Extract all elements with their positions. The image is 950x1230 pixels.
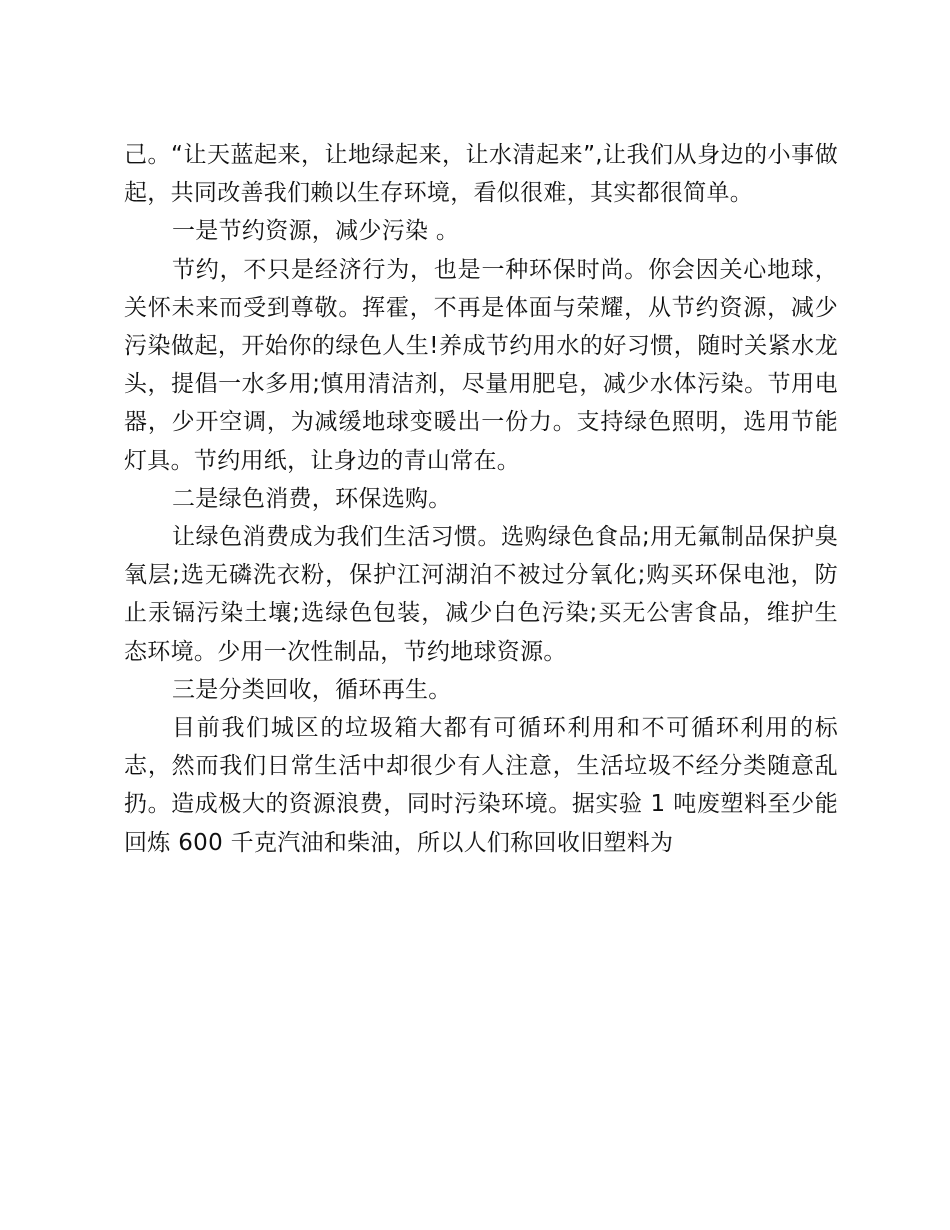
paragraph-intro-continued: 己。“让天蓝起来，让地绿起来，让水清起来”,让我们从身边的小事做起，共同改善我们赖以生存环境，看似很难，其实都很简单。 <box>124 142 838 207</box>
document-body <box>124 136 838 862</box>
heading-save-resources: 一是节约资源，减少污染 。 <box>172 218 460 245</box>
heading-green-consumption: 二是绿色消费，环保选购。 <box>172 485 452 512</box>
paragraph-recycling: 目前我们城区的垃圾箱大都有可循环利用和不可循环利用的标志，然而我们日常生活中却很少有人注意，生活垃圾不经分类随意乱扔。造成极大的资源浪费，同时污染环境。据实验 1 吨废塑料至少能回炼 600 千克汽油和柴油，所以人们称回收旧塑料为 <box>124 715 838 856</box>
paragraph-green-consumption: 让绿色消费成为我们生活习惯。选购绿色食品;用无氟制品保护臭氧层;选无磷洗衣粉，保护江河湖泊不被过分氧化;购买环保电池，防止汞镉污染土壤;选绿色包装，减少白色污染;买无公害食品，维护生态环境。少用一次性制品，节约地球资源。 <box>124 524 838 665</box>
paragraph-save-resources: 节约，不只是经济行为，也是一种环保时尚。你会因关心地球，关怀未来而受到尊敬。挥霍，不再是体面与荣耀，从节约资源，减少污染做起，开始你的绿色人生!养成节约用水的好习惯，随时关紧水龙头，提倡一水多用;慎用清洁剂，尽量用肥皂，减少水体污染。节用电器，少开空调，为减缓地球变暖出一份力。支持绿色照明，选用节能灯具。节约用纸，让身边的青山常在。 <box>124 256 838 474</box>
heading-recycling: 三是分类回收，循环再生。 <box>172 676 452 703</box>
